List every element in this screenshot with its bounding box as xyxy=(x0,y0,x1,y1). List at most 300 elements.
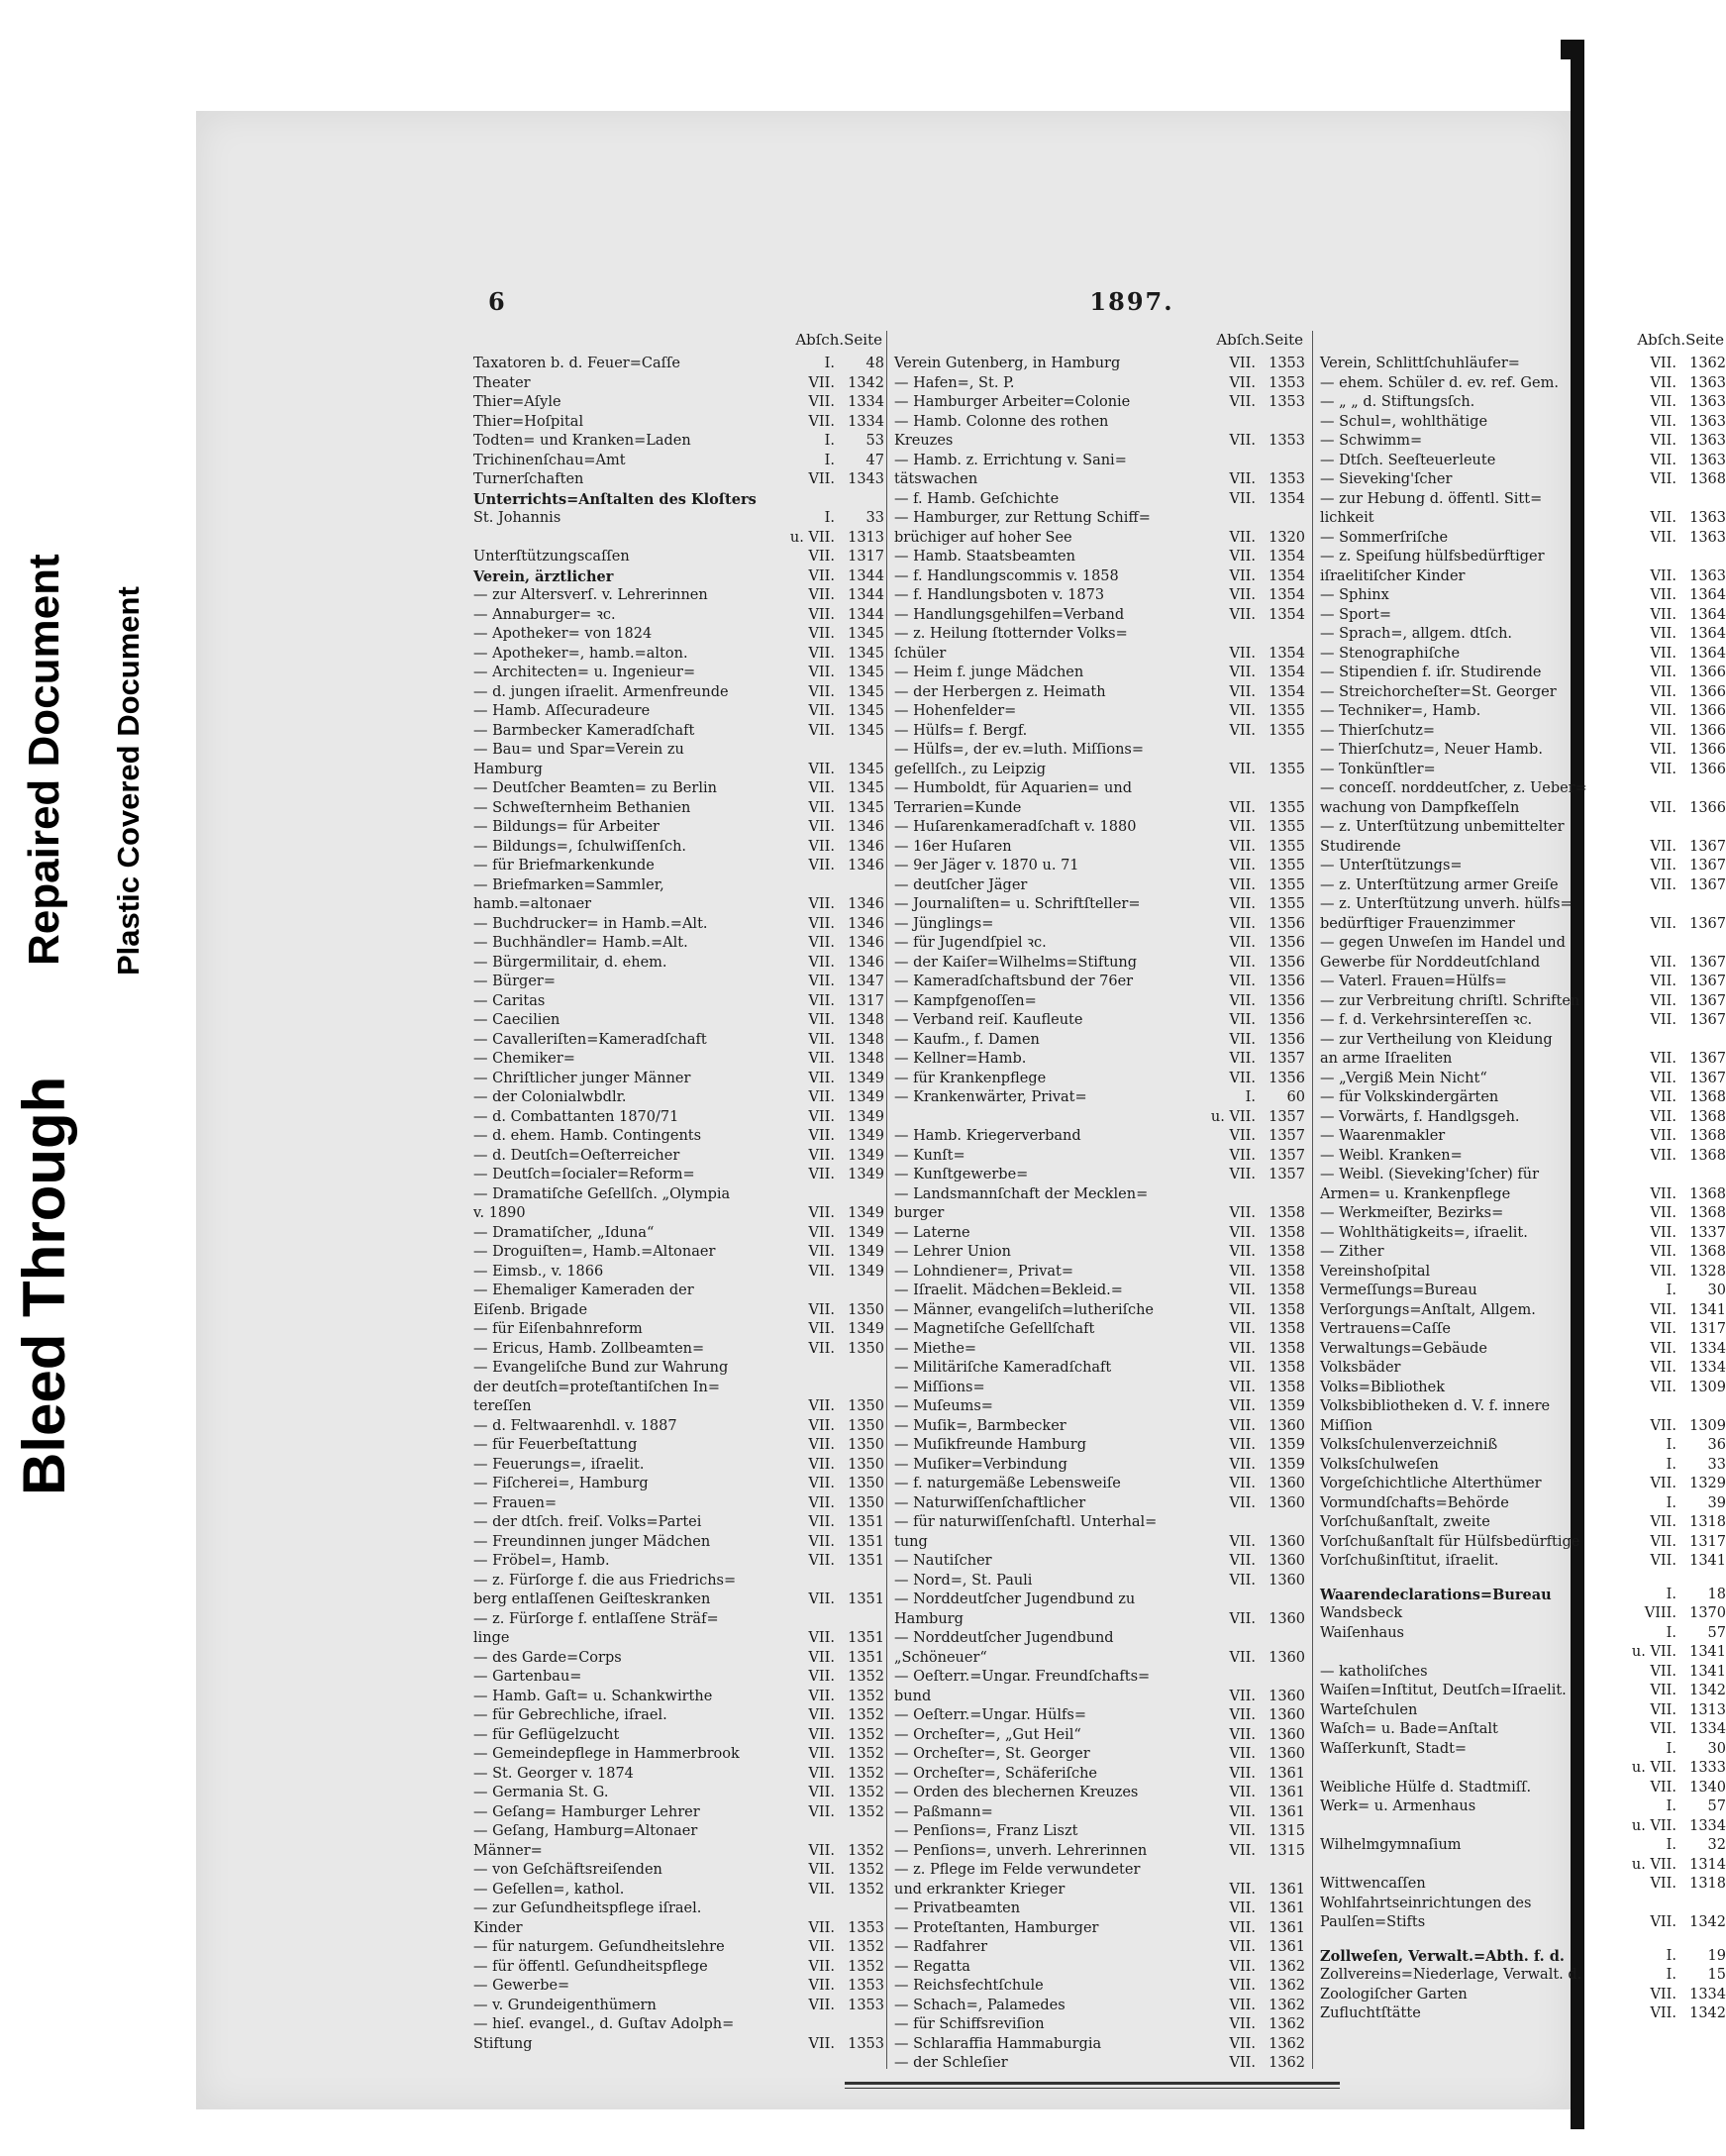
entry-page: 1355 xyxy=(1269,838,1305,855)
entry-name: — Männer, evangeliſch=lutheriſche xyxy=(894,1301,1154,1318)
entry-name: — Privatbeamten xyxy=(894,1900,1021,1916)
entry-page: 1366 xyxy=(1689,665,1726,680)
index-entry xyxy=(1320,722,1726,742)
entry-section: I. xyxy=(1666,1456,1676,1473)
index-entry xyxy=(1320,1966,1726,1986)
entry-name: Thier=Aſyle xyxy=(473,394,561,410)
index-entry xyxy=(894,606,1305,626)
entry-section: VII. xyxy=(808,1012,835,1028)
entry-page: 1348 xyxy=(848,1051,884,1067)
index-entry xyxy=(894,915,1305,935)
entry-page: 1352 xyxy=(848,1842,884,1859)
entry-name: — Chriſtlicher junger Männer xyxy=(473,1070,691,1086)
entry-section: VII. xyxy=(808,1919,835,1936)
entry-page: 1354 xyxy=(1269,587,1305,603)
entry-section: VII. xyxy=(1229,471,1256,487)
entry-section: VII. xyxy=(1650,1986,1676,2002)
index-entry xyxy=(473,432,884,452)
entry-section: VIII. xyxy=(1644,1605,1676,1621)
entry-page: 1334 xyxy=(1689,1340,1726,1357)
entry-name: — Proteſtanten, Hamburger xyxy=(894,1919,1099,1936)
entry-name: Hamburg xyxy=(894,1610,964,1627)
entry-page: 1362 xyxy=(1269,1997,1305,2013)
entry-page: 1366 xyxy=(1689,799,1726,816)
entry-name: Vorgeſchichtliche Alterthümer xyxy=(1320,1476,1542,1491)
entry-page: 1344 xyxy=(848,587,884,603)
entry-name: Waiſenhaus xyxy=(1320,1624,1404,1641)
index-entry xyxy=(1320,1147,1726,1167)
entry-name: — Orden des blechernen Kreuzes xyxy=(894,1785,1139,1800)
index-entry xyxy=(894,722,1305,742)
index-entry xyxy=(894,1533,1305,1553)
entry-name: — Ehemaliger Kameraden der xyxy=(473,1283,694,1298)
entry-name: ſchüler xyxy=(894,645,947,662)
entry-name: Waarendeclarations=Bureau xyxy=(1320,1586,1552,1603)
entry-page: 1358 xyxy=(1269,1321,1305,1337)
entry-page: 1334 xyxy=(1689,1721,1726,1737)
entry-name: — Oeſterr.=Ungar. Hülfs= xyxy=(894,1707,1087,1723)
index-entry xyxy=(1320,1475,1726,1494)
entry-name: — Geſang= Hamburger Lehrer xyxy=(473,1803,700,1820)
entry-name: — zur Verbreitung chriſtl. Schriften xyxy=(1320,992,1580,1009)
index-entry xyxy=(1320,1417,1726,1437)
entry-page: 1349 xyxy=(848,1244,884,1260)
index-entry xyxy=(894,1436,1305,1456)
entry-name: lichkeit xyxy=(1320,510,1374,526)
index-entry xyxy=(1320,548,1726,567)
index-entry xyxy=(894,895,1305,915)
entry-page: 1367 xyxy=(1689,915,1726,932)
entry-page: 1353 xyxy=(1269,374,1305,391)
entry-page: 1358 xyxy=(1269,1263,1305,1280)
entry-name: — Frauen= xyxy=(473,1494,558,1511)
entry-page: 1354 xyxy=(1269,490,1305,507)
index-entry xyxy=(473,2035,884,2055)
entry-name: — Barmbecker Kameradſchaft xyxy=(473,722,695,739)
entry-name: — Weibl. (Sieveking'ſcher) für xyxy=(1320,1167,1540,1182)
index-entry xyxy=(473,1745,884,1765)
entry-section: VII. xyxy=(808,1978,835,1994)
entry-page: 1354 xyxy=(1269,683,1305,700)
entry-page: 1360 xyxy=(1269,1688,1305,1704)
index-entry xyxy=(473,586,884,606)
index-entry xyxy=(473,1301,884,1321)
index-entry xyxy=(894,1127,1305,1147)
entry-section: VII. xyxy=(808,1881,835,1898)
entry-name: — Paßmann= xyxy=(894,1803,993,1820)
entry-name: Wandsbeck xyxy=(1320,1605,1403,1621)
entry-section: VII. xyxy=(808,974,835,989)
entry-page: 1358 xyxy=(1269,1340,1305,1357)
entry-page: 1309 xyxy=(1689,1379,1726,1395)
index-entry xyxy=(1320,741,1726,761)
index-entry xyxy=(473,645,884,665)
entry-name: Verein Gutenberg, in Hamburg xyxy=(894,356,1121,371)
index-entry xyxy=(894,1997,1305,2016)
entry-page: 1351 xyxy=(848,1591,884,1607)
index-entry xyxy=(473,1340,884,1360)
entry-section: VII. xyxy=(808,838,835,855)
entry-name: — Orcheſter=, St. Georger xyxy=(894,1746,1090,1762)
entry-name: Unterrichts=Anſtalten des Kloſters xyxy=(473,490,757,508)
index-entry xyxy=(473,876,884,896)
index-entry xyxy=(473,1572,884,1591)
entry-section: VII. xyxy=(1229,1900,1256,1916)
entry-name: — Weibl. Kranken= xyxy=(1320,1147,1463,1164)
page-number: 6 xyxy=(488,287,505,316)
entry-name: — f. Handlungsboten v. 1873 xyxy=(894,587,1105,603)
entry-section: VII. xyxy=(1650,1205,1676,1221)
entry-section: VII. xyxy=(1229,1842,1256,1859)
entry-section: VII. xyxy=(1229,1553,1256,1569)
index-entry xyxy=(473,1822,884,1842)
entry-name: — Iſraelit. Mädchen=Bekleid.= xyxy=(894,1283,1123,1298)
index-entry xyxy=(473,1629,884,1649)
index-entry xyxy=(473,1997,884,2016)
entry-section: VII. xyxy=(808,799,835,816)
entry-page: 1356 xyxy=(1269,1070,1305,1086)
entry-section: VII. xyxy=(1229,1417,1256,1434)
entry-name: Studirende xyxy=(1320,838,1401,855)
entry-name: — z. Unterſtützung unbemittelter xyxy=(1320,819,1565,835)
entry-page: 1352 xyxy=(848,1746,884,1762)
entry-page: 1341 xyxy=(1689,1663,1726,1680)
entry-page: 1361 xyxy=(1269,1881,1305,1898)
entry-section: VII. xyxy=(1229,935,1256,951)
entry-name: Vermeſſungs=Bureau xyxy=(1320,1283,1477,1298)
entry-name: — Miſſions= xyxy=(894,1379,985,1395)
entry-name: — z. Speiſung hülfsbedürftiger xyxy=(1320,549,1545,565)
entry-name: Hamburg xyxy=(473,761,543,777)
entry-page: 1341 xyxy=(1689,1553,1726,1569)
index-entry xyxy=(473,741,884,761)
entry-page: 1348 xyxy=(848,1031,884,1048)
index-entry xyxy=(473,702,884,722)
entry-section: VII. xyxy=(808,1785,835,1800)
entry-section: VII. xyxy=(808,1244,835,1260)
entry-section: I. xyxy=(824,356,835,371)
entry-name: — f. d. Verkehrsintereſſen ꝛc. xyxy=(1320,1012,1533,1028)
entry-page: 1360 xyxy=(1269,1417,1305,1434)
entry-page: 1351 xyxy=(848,1553,884,1569)
entry-page: 1353 xyxy=(1269,433,1305,449)
index-entry xyxy=(894,1282,1305,1301)
index-entry xyxy=(894,779,1305,799)
entry-name: — für naturgem. Geſundheitslehre xyxy=(473,1939,725,1955)
entry-section: VII. xyxy=(1229,1070,1256,1086)
entry-name: — Orcheſter=, Schäferiſche xyxy=(894,1765,1098,1782)
entry-page: 1340 xyxy=(1689,1779,1726,1796)
entry-name: Armen= u. Krankenpflege xyxy=(1320,1185,1511,1202)
index-entry xyxy=(1320,1263,1726,1283)
entry-page: 1367 xyxy=(1689,858,1726,873)
entry-name: Vorſchußanſtalt, zweite xyxy=(1320,1514,1490,1530)
entry-section: VII. xyxy=(808,1669,835,1685)
index-entry xyxy=(1320,1986,1726,2005)
index-entry xyxy=(473,954,884,974)
entry-name: — Oeſterr.=Ungar. Freundſchafts= xyxy=(894,1669,1151,1685)
entry-name: — Hamb. Colonne des rothen xyxy=(894,413,1109,430)
entry-name: Vereinshoſpital xyxy=(1320,1263,1431,1280)
entry-name: — Stipendien f. iſr. Studirende xyxy=(1320,665,1542,680)
entry-section: VII. xyxy=(808,1224,835,1241)
entry-name: hamb.=altonaer xyxy=(473,896,592,912)
entry-section: VII. xyxy=(808,374,835,391)
index-entry xyxy=(894,934,1305,954)
index-entry xyxy=(894,1919,1305,1939)
entry-section: VII. xyxy=(808,992,835,1009)
entry-section: VII. xyxy=(808,915,835,932)
entry-page: 1364 xyxy=(1689,626,1726,642)
entry-page: 1353 xyxy=(1269,394,1305,410)
entry-name: — Bildungs=, ſchulwiſſenſch. xyxy=(473,838,687,855)
index-entry xyxy=(473,1726,884,1746)
index-entry xyxy=(894,1688,1305,1707)
entry-name: — 9er Jäger v. 1870 u. 71 xyxy=(894,858,1079,873)
index-entry xyxy=(473,1706,884,1726)
entry-section: VII. xyxy=(1229,1321,1256,1337)
entry-section: VII. xyxy=(1229,683,1256,700)
entry-name: tereſſen xyxy=(473,1398,532,1414)
index-entry xyxy=(894,567,1305,587)
entry-name: — Heim f. junge Mädchen xyxy=(894,665,1084,680)
entry-page: 1360 xyxy=(1269,1533,1305,1550)
entry-page: 1358 xyxy=(1269,1360,1305,1376)
index-entry xyxy=(1320,374,1726,394)
index-entry xyxy=(1320,2004,1726,2024)
index-entry xyxy=(894,1938,1305,1958)
entry-page: 1349 xyxy=(848,1205,884,1221)
entry-page: 1368 xyxy=(1689,1244,1726,1260)
entry-name: — Militäriſche Kameradſchaft xyxy=(894,1360,1112,1376)
index-entry xyxy=(1320,1624,1726,1644)
entry-name: Vertrauens=Caſſe xyxy=(1320,1321,1451,1337)
entry-section: VII. xyxy=(1650,915,1676,932)
entry-name: — Schweſternheim Bethanien xyxy=(473,799,691,816)
entry-name: — Bürger= xyxy=(473,974,556,989)
entry-page: 57 xyxy=(1707,1624,1726,1641)
entry-page: 60 xyxy=(1286,1089,1305,1105)
entry-section: VII. xyxy=(1650,703,1676,719)
entry-name: Taxatoren b. d. Feuer=Caſſe xyxy=(473,356,680,371)
index-entry xyxy=(473,2015,884,2035)
entry-section: VII. xyxy=(1229,1147,1256,1164)
entry-section: VII. xyxy=(1650,1476,1676,1491)
entry-page: 1366 xyxy=(1689,761,1726,777)
entry-name: Zollvereins=Niederlage, Verwalt. d. xyxy=(1320,1967,1582,1983)
entry-section: VII. xyxy=(1650,858,1676,873)
entry-section: VII. xyxy=(808,549,835,565)
entry-name: — Caecilien xyxy=(473,1012,560,1028)
entry-name: — Bildungs= für Arbeiter xyxy=(473,819,660,835)
entry-name: — der Schleſier xyxy=(894,2055,1008,2071)
index-entry xyxy=(1320,509,1726,529)
entry-page: 1353 xyxy=(1269,356,1305,371)
entry-name: — Geſellen=, kathol. xyxy=(473,1881,625,1898)
entry-page: 47 xyxy=(865,452,884,468)
index-entry xyxy=(894,1706,1305,1726)
index-entry xyxy=(894,1224,1305,1244)
entry-page: 1356 xyxy=(1269,954,1305,971)
entry-section: VII. xyxy=(808,1842,835,1859)
index-entry xyxy=(1320,1301,1726,1321)
header-abschnitt: Abſch. xyxy=(1637,331,1686,349)
entry-section: VII. xyxy=(808,1070,835,1086)
entry-page: 1358 xyxy=(1269,1244,1305,1260)
entry-name: geſellſch., zu Leipzig xyxy=(894,761,1047,777)
entry-name: — der Colonialwbdlr. xyxy=(473,1089,627,1105)
entry-section: VII. xyxy=(808,1765,835,1782)
entry-section: VII. xyxy=(1650,1321,1676,1337)
entry-page: 1363 xyxy=(1689,413,1726,430)
entry-name: Kreuzes xyxy=(894,433,954,449)
entry-page: 1362 xyxy=(1269,2035,1305,2052)
entry-page: 1362 xyxy=(1269,2016,1305,2032)
index-entry xyxy=(1320,529,1726,549)
entry-name: — Buchdrucker= in Hamb.=Alt. xyxy=(473,915,708,932)
entry-section: VII. xyxy=(808,1476,835,1491)
entry-page: 1358 xyxy=(1269,1205,1305,1221)
index-entry xyxy=(1320,1166,1726,1185)
side-labels xyxy=(0,0,188,2156)
index-entry xyxy=(1320,818,1726,838)
entry-name: Waiſen=Inſtitut, Deutſch=Iſraelit. xyxy=(1320,1683,1567,1698)
index-entry xyxy=(473,509,884,529)
index-entry xyxy=(473,606,884,626)
entry-name: — Deutſch=ſocialer=Reform= xyxy=(473,1167,695,1182)
entry-page: 1363 xyxy=(1689,567,1726,584)
entry-name: — Briefmarken=Sammler, xyxy=(473,876,664,893)
index-entry xyxy=(894,1088,1305,1108)
entry-page: 1368 xyxy=(1689,1089,1726,1105)
entry-name: — Handlungsgehilfen=Verband xyxy=(894,606,1125,623)
entry-section: VII. xyxy=(808,394,835,410)
entry-name: Warteſchulen xyxy=(1320,1701,1418,1718)
index-entry xyxy=(1320,1088,1726,1108)
index-entry xyxy=(473,1765,884,1785)
entry-section: VII. xyxy=(1229,1205,1256,1221)
index-entry xyxy=(894,1822,1305,1842)
entry-section: VII. xyxy=(1229,433,1256,449)
entry-page: 1362 xyxy=(1269,2055,1305,2071)
entry-section: VII. xyxy=(1650,626,1676,642)
page-content xyxy=(468,287,1726,2119)
entry-page: 1366 xyxy=(1689,683,1726,700)
entry-page: 1352 xyxy=(848,1785,884,1800)
entry-page: 1358 xyxy=(1269,1224,1305,1241)
index-entry xyxy=(894,625,1305,645)
entry-name: Zufluchtſtätte xyxy=(1320,2005,1421,2021)
entry-page: 1367 xyxy=(1689,992,1726,1009)
label-bleed-through: Bleed Through xyxy=(11,1076,77,1495)
entry-name: — für Volkskindergärten xyxy=(1320,1089,1499,1105)
entry-section: VII. xyxy=(1650,974,1676,989)
entry-page: 1355 xyxy=(1269,819,1305,835)
entry-section: VII. xyxy=(808,1862,835,1878)
entry-page: 1357 xyxy=(1269,1108,1305,1125)
entry-page: 1368 xyxy=(1689,1205,1726,1221)
entry-section: VII. xyxy=(1229,1360,1256,1376)
entry-page: 1352 xyxy=(848,1669,884,1685)
entry-page: 1353 xyxy=(848,1997,884,2013)
entry-section: VII. xyxy=(1650,1012,1676,1028)
entry-page: 1363 xyxy=(1689,452,1726,468)
entry-page: 1362 xyxy=(1269,1978,1305,1994)
entry-page: 1355 xyxy=(1269,858,1305,873)
entry-section: VII. xyxy=(808,567,835,584)
entry-name: — Hamb. Staatsbeamten xyxy=(894,549,1075,565)
entry-name: — Tonkünſtler= xyxy=(1320,761,1436,777)
entry-name: — Zither xyxy=(1320,1244,1384,1260)
index-entry xyxy=(1320,490,1726,510)
entry-name: Thier=Hoſpital xyxy=(473,413,584,430)
entry-page: 1364 xyxy=(1689,606,1726,623)
entry-section: VII. xyxy=(1650,1244,1676,1260)
entry-page: 1356 xyxy=(1269,974,1305,989)
entry-name: — Feuerungs=, iſraelit. xyxy=(473,1456,645,1473)
entry-page: 1317 xyxy=(848,992,884,1009)
entry-page: 1355 xyxy=(1269,703,1305,719)
index-entry xyxy=(1320,1379,1726,1398)
entry-section: I. xyxy=(824,433,835,449)
entry-section: VII. xyxy=(1650,1533,1676,1550)
entry-name: — Dtſch. Seeſteuerleute xyxy=(1320,452,1496,468)
entry-page: 1334 xyxy=(1689,1986,1726,2002)
entry-section: VII. xyxy=(1650,510,1676,526)
index-entry xyxy=(1320,1320,1726,1340)
entry-section: u. VII. xyxy=(789,529,835,546)
entry-page: 1362 xyxy=(1269,1958,1305,1975)
entry-name: — Cavalleriſten=Kameradſchaft xyxy=(473,1031,707,1048)
index-entry xyxy=(1320,567,1726,587)
entry-name: Vorſchußinſtitut, iſraelit. xyxy=(1320,1553,1499,1569)
entry-page: 1361 xyxy=(1269,1765,1305,1782)
entry-page: 19 xyxy=(1707,1947,1726,1964)
entry-page: 1342 xyxy=(1689,1683,1726,1698)
index-entry xyxy=(473,1881,884,1900)
header-abschnitt: Abſch. xyxy=(1216,331,1266,349)
column-header xyxy=(1320,331,1726,355)
entry-name: Männer= xyxy=(473,1842,543,1859)
index-entry xyxy=(473,1185,884,1205)
index-entry xyxy=(473,761,884,780)
entry-section: VII. xyxy=(1229,1958,1256,1975)
entry-page: 1361 xyxy=(1269,1785,1305,1800)
entry-page: 1354 xyxy=(1269,645,1305,662)
entry-name: — Muſikfreunde Hamburg xyxy=(894,1437,1086,1453)
column-divider xyxy=(1312,331,1313,2069)
entry-page: 48 xyxy=(865,356,884,371)
entry-page: 1353 xyxy=(848,1919,884,1936)
index-entry xyxy=(1320,779,1726,799)
entry-page: 1358 xyxy=(1269,1301,1305,1318)
entry-name: v. 1890 xyxy=(473,1205,526,1221)
entry-page: 1318 xyxy=(1689,1876,1726,1892)
entry-name: Verein, Schlittſchuhläufer= xyxy=(1320,356,1520,371)
page-year: 1897. xyxy=(1089,287,1174,316)
index-entry xyxy=(473,470,884,490)
entry-page: 1349 xyxy=(848,1321,884,1337)
entry-section: VII. xyxy=(1650,876,1676,893)
index-entry xyxy=(473,683,884,703)
index-entry xyxy=(1320,954,1726,974)
entry-name: — katholiſches xyxy=(1320,1663,1428,1680)
entry-page: 1349 xyxy=(848,1224,884,1241)
index-entry xyxy=(1320,915,1726,935)
entry-section: I. xyxy=(824,510,835,526)
entry-name: — Caritas xyxy=(473,992,546,1009)
entry-name: brüchiger auf hoher See xyxy=(894,529,1072,546)
